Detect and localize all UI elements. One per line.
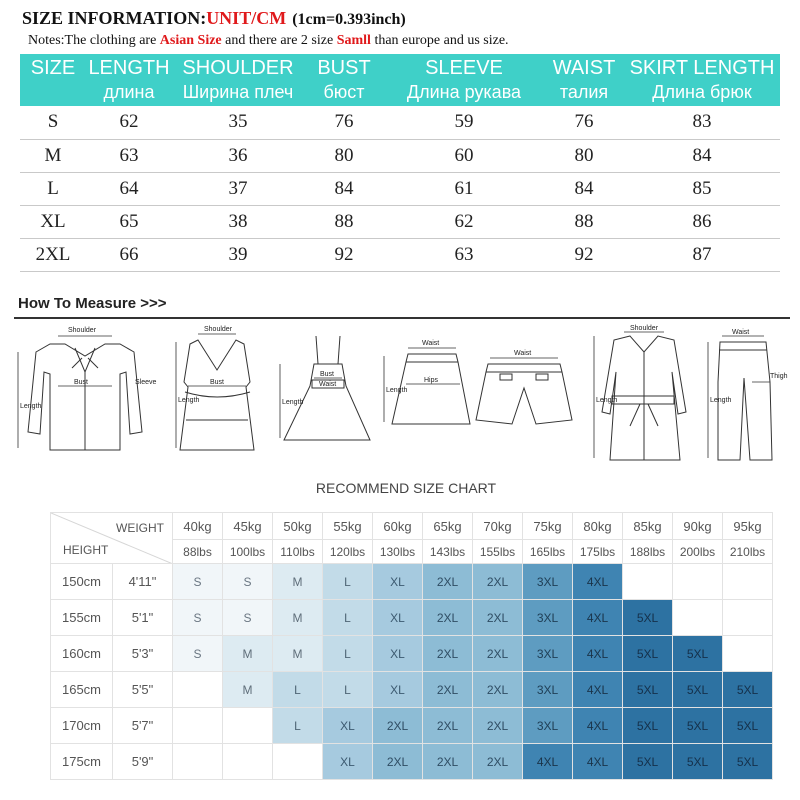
recommend-table-body	[51, 513, 773, 780]
size-cell: 37	[172, 172, 304, 205]
size-recommendation-cell: 3XL	[523, 636, 573, 672]
weight-kg-cell: 50kg	[273, 513, 323, 540]
size-cell: 60	[384, 139, 544, 172]
how-to-measure-title: How To Measure >>>	[18, 295, 167, 312]
column-header-ru	[20, 80, 86, 106]
column-header-en: SKIRT LENGTH	[624, 54, 780, 80]
weight-kg-cell: 95kg	[723, 513, 773, 540]
height-ft-cell: 5'7"	[113, 708, 173, 744]
size-recommendation-cell: 2XL	[423, 564, 473, 600]
size-recommendation-cell	[173, 744, 223, 780]
size-recommendation-cell	[173, 672, 223, 708]
size-recommendation-cell: M	[273, 636, 323, 672]
length-label-5: Length	[596, 397, 618, 404]
size-recommendation-cell	[223, 708, 273, 744]
size-recommendation-cell: 4XL	[573, 636, 623, 672]
weight-lbs-cell: 165lbs	[523, 540, 573, 564]
notes-asian-size: Asian Size	[159, 33, 222, 48]
size-cell: 62	[86, 106, 172, 139]
weight-header: WEIGHT	[116, 521, 164, 535]
size-cell: 80	[304, 139, 384, 172]
size-recommendation-cell	[673, 600, 723, 636]
notes-text-1: Notes:The clothing are	[28, 33, 160, 48]
size-recommendation-cell: 2XL	[473, 744, 523, 780]
table-corner	[51, 513, 173, 564]
notes-text-3: than europe and us size.	[370, 33, 509, 48]
size-recommendation-cell: M	[223, 636, 273, 672]
size-recommendation-cell: 5XL	[723, 672, 773, 708]
height-cm-cell: 175cm	[51, 744, 113, 780]
size-recommendation-cell	[273, 744, 323, 780]
how-to-measure-divider	[14, 317, 790, 319]
blouse-illustration	[28, 344, 142, 450]
height-row	[51, 708, 773, 744]
length-label-1: Length	[20, 403, 42, 410]
size-recommendation-cell: 2XL	[423, 672, 473, 708]
size-recommendation-cell: 5XL	[673, 708, 723, 744]
size-recommendation-cell: 5XL	[623, 708, 673, 744]
height-ft-cell: 4'11"	[113, 564, 173, 600]
size-cell: 86	[624, 205, 780, 238]
column-header-en: SIZE	[20, 54, 86, 80]
size-recommendation-cell: 2XL	[373, 744, 423, 780]
height-row	[51, 600, 773, 636]
column-header-en: BUST	[304, 54, 384, 80]
size-table-body	[20, 106, 780, 271]
shorts-illustration	[476, 364, 572, 424]
size-recommendation-cell: XL	[373, 600, 423, 636]
size-cell: M	[20, 139, 86, 172]
column-header-en: SLEEVE	[384, 54, 544, 80]
bust-label-3: Bust	[320, 371, 335, 378]
thigh-label: Thigh	[770, 373, 788, 380]
weight-lbs-cell: 175lbs	[573, 540, 623, 564]
length-label-6: Length	[710, 397, 732, 404]
size-cell: 84	[624, 139, 780, 172]
size-cell: 65	[86, 205, 172, 238]
size-recommendation-cell	[723, 636, 773, 672]
size-info-title	[22, 8, 406, 29]
size-recommendation-cell: S	[173, 564, 223, 600]
size-recommendation-cell: 3XL	[523, 564, 573, 600]
size-recommendation-cell: 2XL	[423, 600, 473, 636]
weight-kg-row	[51, 513, 773, 540]
size-recommendation-cell: L	[323, 564, 373, 600]
size-recommendation-cell: 3XL	[523, 600, 573, 636]
size-recommendation-cell: 4XL	[573, 672, 623, 708]
measure-illustrations	[10, 322, 800, 472]
height-row	[51, 672, 773, 708]
size-cell: 92	[544, 238, 624, 271]
size-row	[20, 205, 780, 238]
size-cell: 59	[384, 106, 544, 139]
size-notes	[28, 33, 509, 49]
size-cell: L	[20, 172, 86, 205]
size-cell: 76	[304, 106, 384, 139]
size-recommendation-cell: 5XL	[673, 744, 723, 780]
size-cell: 84	[304, 172, 384, 205]
height-row	[51, 564, 773, 600]
size-recommendation-cell: 5XL	[623, 636, 673, 672]
notes-samll: Samll	[336, 33, 371, 48]
size-cell: 64	[86, 172, 172, 205]
weight-kg-cell: 80kg	[573, 513, 623, 540]
weight-kg-cell: 85kg	[623, 513, 673, 540]
height-ft-cell: 5'3"	[113, 636, 173, 672]
size-recommendation-cell: M	[223, 672, 273, 708]
size-recommendation-cell: S	[173, 600, 223, 636]
recommend-chart-title: RECOMMEND SIZE CHART	[315, 480, 497, 496]
shoulder-label-1: Shoulder	[68, 327, 97, 334]
size-recommendation-cell: L	[273, 672, 323, 708]
height-cm-cell: 150cm	[51, 564, 113, 600]
size-recommendation-cell: 5XL	[673, 672, 723, 708]
size-recommendation-cell: 4XL	[573, 708, 623, 744]
size-recommendation-cell: 4XL	[523, 744, 573, 780]
size-recommendation-cell: 2XL	[373, 708, 423, 744]
height-cm-cell: 160cm	[51, 636, 113, 672]
weight-lbs-cell: 155lbs	[473, 540, 523, 564]
size-recommendation-cell: 4XL	[573, 564, 623, 600]
size-recommendation-cell: L	[273, 708, 323, 744]
weight-lbs-cell: 200lbs	[673, 540, 723, 564]
weight-lbs-cell: 88lbs	[173, 540, 223, 564]
weight-kg-cell: 55kg	[323, 513, 373, 540]
size-cell: 92	[304, 238, 384, 271]
waist-label-4: Waist	[732, 329, 750, 336]
height-ft-cell: 5'9"	[113, 744, 173, 780]
height-ft-cell: 5'1"	[113, 600, 173, 636]
size-recommendation-cell	[173, 708, 223, 744]
bust-label-2: Bust	[210, 379, 225, 386]
title-prefix: SIZE INFORMATION:	[22, 8, 207, 28]
size-recommendation-cell: 2XL	[423, 636, 473, 672]
hips-label: Hips	[424, 377, 439, 384]
height-cm-cell: 155cm	[51, 600, 113, 636]
length-label-2: Length	[178, 397, 200, 404]
size-recommendation-cell: 4XL	[573, 600, 623, 636]
height-row	[51, 636, 773, 672]
size-recommendation-cell: XL	[373, 672, 423, 708]
waist-label-2: Waist	[422, 340, 440, 347]
column-header-ru: длина	[86, 80, 172, 106]
bust-label-1: Bust	[74, 379, 89, 386]
size-recommendation-cell: 2XL	[473, 672, 523, 708]
size-cell: 83	[624, 106, 780, 139]
weight-lbs-cell: 130lbs	[373, 540, 423, 564]
sleeve-label: Sleeve	[135, 379, 157, 386]
height-header: HEIGHT	[63, 543, 109, 557]
strap-dress-illustration	[284, 336, 370, 440]
recommend-size-table	[50, 512, 773, 780]
size-cell: 66	[86, 238, 172, 271]
size-row	[20, 139, 780, 172]
size-recommendation-cell: M	[273, 600, 323, 636]
size-cell: S	[20, 106, 86, 139]
size-recommendation-cell: 5XL	[623, 672, 673, 708]
size-cell: XL	[20, 205, 86, 238]
size-cell: 2XL	[20, 238, 86, 271]
size-recommendation-cell: XL	[373, 636, 423, 672]
size-row	[20, 238, 780, 271]
size-cell: 76	[544, 106, 624, 139]
title-unit: UNIT/CM	[206, 8, 287, 28]
size-recommendation-cell	[723, 564, 773, 600]
size-recommendation-cell: XL	[323, 744, 373, 780]
size-recommendation-cell: M	[273, 564, 323, 600]
size-row	[20, 106, 780, 139]
size-cell: 38	[172, 205, 304, 238]
tank-top-illustration	[180, 340, 254, 450]
shoulder-label-2: Shoulder	[204, 326, 233, 333]
size-recommendation-cell: 2XL	[473, 636, 523, 672]
weight-kg-cell: 90kg	[673, 513, 723, 540]
height-ft-cell: 5'5"	[113, 672, 173, 708]
weight-lbs-cell: 110lbs	[273, 540, 323, 564]
size-recommendation-cell: 5XL	[723, 744, 773, 780]
weight-kg-cell: 60kg	[373, 513, 423, 540]
weight-kg-cell: 45kg	[223, 513, 273, 540]
height-cm-cell: 170cm	[51, 708, 113, 744]
weight-kg-cell: 65kg	[423, 513, 473, 540]
size-recommendation-cell: 5XL	[623, 744, 673, 780]
size-recommendation-cell	[673, 564, 723, 600]
size-recommendation-cell: S	[223, 564, 273, 600]
size-cell: 80	[544, 139, 624, 172]
weight-lbs-cell: 143lbs	[423, 540, 473, 564]
weight-lbs-cell: 210lbs	[723, 540, 773, 564]
size-recommendation-cell: 2XL	[473, 600, 523, 636]
size-cell: 61	[384, 172, 544, 205]
size-recommendation-cell: 2XL	[473, 564, 523, 600]
height-row	[51, 744, 773, 780]
size-cell: 88	[544, 205, 624, 238]
waist-label-1: Waist	[319, 381, 337, 388]
shoulder-label-3: Shoulder	[630, 325, 659, 332]
column-header-en: SHOULDER	[172, 54, 304, 80]
title-conversion: (1cm=0.393inch)	[292, 11, 406, 28]
height-cm-cell: 165cm	[51, 672, 113, 708]
size-recommendation-cell: 5XL	[723, 708, 773, 744]
size-cell: 62	[384, 205, 544, 238]
size-cell: 63	[86, 139, 172, 172]
length-label-4: Length	[386, 387, 408, 394]
size-recommendation-cell: 4XL	[573, 744, 623, 780]
weight-lbs-cell: 120lbs	[323, 540, 373, 564]
weight-lbs-cell: 100lbs	[223, 540, 273, 564]
size-cell: 88	[304, 205, 384, 238]
weight-kg-cell: 75kg	[523, 513, 573, 540]
size-recommendation-cell	[623, 564, 673, 600]
size-recommendation-cell: 3XL	[523, 708, 573, 744]
column-header-ru: Длина рукава	[384, 80, 544, 106]
size-cell: 36	[172, 139, 304, 172]
size-cell: 39	[172, 238, 304, 271]
column-header-ru: бюст	[304, 80, 384, 106]
column-header-en: WAIST	[544, 54, 624, 80]
column-header-ru: талия	[544, 80, 624, 106]
waist-label-3: Waist	[514, 350, 532, 357]
size-cell: 87	[624, 238, 780, 271]
size-recommendation-cell: 5XL	[623, 600, 673, 636]
size-table-header-ru	[20, 80, 780, 106]
size-recommendation-cell: L	[323, 600, 373, 636]
weight-kg-cell: 70kg	[473, 513, 523, 540]
size-recommendation-cell: XL	[373, 564, 423, 600]
size-recommendation-cell: L	[323, 636, 373, 672]
column-header-ru: Ширина плеч	[172, 80, 304, 106]
size-cell: 63	[384, 238, 544, 271]
size-recommendation-cell: 3XL	[523, 672, 573, 708]
size-recommendation-cell	[223, 744, 273, 780]
size-row	[20, 172, 780, 205]
size-cell: 85	[624, 172, 780, 205]
size-recommendation-cell: XL	[323, 708, 373, 744]
size-table-header-en	[20, 54, 780, 80]
size-recommendation-cell: S	[223, 600, 273, 636]
notes-text-2: and there are 2 size	[221, 33, 337, 48]
size-recommendation-cell: 2XL	[473, 708, 523, 744]
column-header-en: LENGTH	[86, 54, 172, 80]
size-table	[20, 54, 780, 272]
size-recommendation-cell: 2XL	[423, 744, 473, 780]
weight-kg-cell: 40kg	[173, 513, 223, 540]
size-recommendation-cell	[723, 600, 773, 636]
size-recommendation-cell: 5XL	[673, 636, 723, 672]
column-header-ru: Длина брюк	[624, 80, 780, 106]
size-recommendation-cell: L	[323, 672, 373, 708]
size-recommendation-cell: 2XL	[423, 708, 473, 744]
size-recommendation-cell: S	[173, 636, 223, 672]
weight-lbs-cell: 188lbs	[623, 540, 673, 564]
length-label-3: Length	[282, 399, 304, 406]
size-cell: 35	[172, 106, 304, 139]
size-cell: 84	[544, 172, 624, 205]
